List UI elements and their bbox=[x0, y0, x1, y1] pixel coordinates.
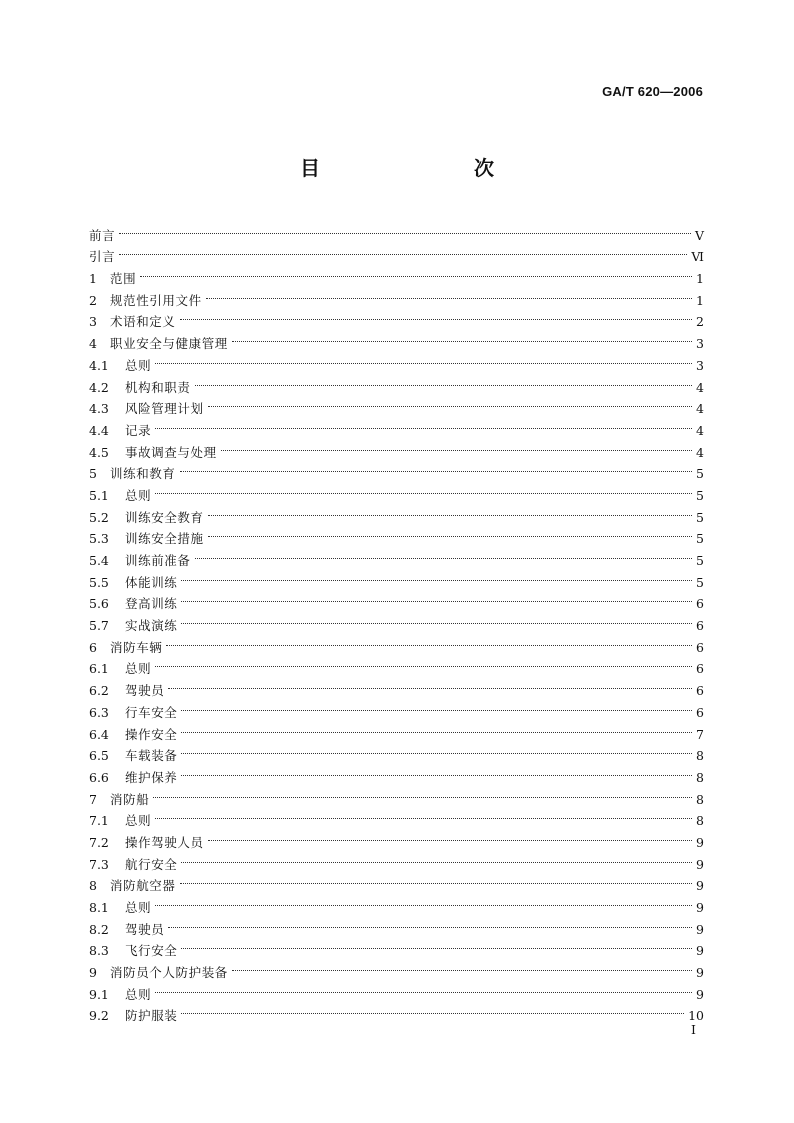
toc-entry-number: 2 bbox=[89, 292, 97, 308]
toc-entry-number: 8 bbox=[89, 878, 97, 894]
toc-dot-leader bbox=[195, 543, 692, 565]
toc-entry-label: 维护保养 bbox=[125, 769, 178, 785]
toc-dot-leader bbox=[119, 218, 691, 240]
toc-dot-leader bbox=[206, 283, 692, 305]
toc-entry-label: 实战演练 bbox=[125, 618, 178, 634]
toc-entry-label: 机构和职责 bbox=[125, 379, 191, 395]
toc-dot-leader bbox=[168, 673, 692, 695]
toc-entry-label: 总则 bbox=[125, 357, 152, 373]
toc-entry[interactable] bbox=[89, 587, 704, 612]
toc-entry-number: 6.3 bbox=[89, 704, 109, 720]
toc-entry-page: 5 bbox=[696, 487, 704, 503]
toc-entry-page: 8 bbox=[696, 748, 704, 764]
toc-entry-label: 消防员个人防护装备 bbox=[110, 965, 228, 981]
toc-entry[interactable] bbox=[89, 218, 704, 243]
toc-dot-leader bbox=[208, 392, 692, 414]
toc-entry-label: 总则 bbox=[125, 661, 152, 677]
standard-code: GA/T 620—2006 bbox=[602, 84, 703, 99]
toc-entry-number: 3 bbox=[89, 314, 97, 330]
toc-entry-label: 总则 bbox=[125, 900, 152, 915]
toc-entry-page: 3 bbox=[696, 336, 704, 352]
toc-entry-page: 4 bbox=[696, 444, 704, 460]
toc-entry-page: 9 bbox=[696, 900, 704, 915]
toc-entry-label: 事故调查与处理 bbox=[125, 444, 217, 460]
toc-dot-leader bbox=[181, 717, 692, 739]
toc-dot-leader bbox=[181, 999, 684, 1021]
toc-dot-leader bbox=[180, 869, 692, 891]
toc-entry[interactable] bbox=[89, 673, 704, 699]
toc-entry-number: 4.2 bbox=[89, 379, 109, 395]
toc-entry[interactable] bbox=[89, 326, 704, 352]
toc-entry[interactable] bbox=[89, 283, 704, 308]
toc-entry[interactable] bbox=[89, 847, 704, 872]
toc-entry-page: 9 bbox=[696, 921, 704, 937]
toc-entry-label: 行车安全 bbox=[125, 704, 178, 720]
toc-entry-label: 防护服装 bbox=[125, 1008, 178, 1024]
toc-entry-label: 消防船 bbox=[110, 791, 150, 807]
toc-entry[interactable] bbox=[89, 869, 704, 894]
toc-entry-page: 4 bbox=[696, 379, 704, 395]
toc-entry-number: 4.1 bbox=[89, 357, 109, 373]
toc-entry[interactable] bbox=[89, 348, 704, 373]
toc-entry-number: 6.6 bbox=[89, 769, 109, 785]
toc-entry[interactable] bbox=[89, 760, 704, 785]
toc-entry-page: 1 bbox=[696, 271, 704, 287]
toc-entry[interactable] bbox=[89, 435, 704, 460]
toc-entry-number: 6 bbox=[89, 639, 97, 655]
toc-entry-label: 训练和教育 bbox=[110, 466, 176, 482]
toc-entry-number: 4.3 bbox=[89, 401, 109, 417]
toc-entry-number: 7 bbox=[89, 791, 97, 807]
toc-entry-label: 记录 bbox=[125, 422, 152, 438]
toc-entry-number: 5.7 bbox=[89, 618, 109, 634]
toc-entry-label: 引言 bbox=[89, 249, 116, 265]
toc-entry[interactable] bbox=[89, 977, 704, 1002]
toc-dot-leader bbox=[232, 326, 692, 348]
toc-entry[interactable] bbox=[89, 413, 704, 438]
toc-entry-page: Ⅵ bbox=[691, 249, 704, 265]
toc-dot-leader bbox=[181, 847, 692, 869]
toc-entry-page: 5 bbox=[696, 574, 704, 590]
toc-entry-number: 6.4 bbox=[89, 726, 109, 742]
toc-dot-leader bbox=[155, 890, 692, 912]
toc-entry[interactable] bbox=[89, 739, 704, 764]
toc-entry[interactable] bbox=[89, 717, 704, 742]
toc-dot-leader bbox=[181, 934, 692, 956]
toc-entry-page: 6 bbox=[696, 618, 704, 634]
toc-entry-page: 5 bbox=[696, 531, 704, 547]
toc-entry[interactable] bbox=[89, 825, 704, 850]
toc-entry-number: 4.4 bbox=[89, 422, 109, 438]
toc-entry-number: 5 bbox=[89, 466, 97, 482]
toc-entry-label: 车载装备 bbox=[125, 748, 178, 764]
toc-entry[interactable] bbox=[89, 630, 704, 655]
toc-entry[interactable] bbox=[89, 608, 704, 634]
toc-entry-number: 5.1 bbox=[89, 487, 109, 503]
toc-dot-leader bbox=[168, 912, 692, 934]
toc-entry-number: 6.1 bbox=[89, 661, 109, 677]
toc-dot-leader bbox=[181, 739, 692, 761]
toc-entry-page: 1 bbox=[696, 292, 704, 308]
toc-entry-number: 9 bbox=[89, 965, 97, 981]
toc-entry-number: 9.2 bbox=[89, 1008, 109, 1024]
toc-entry-label: 前言 bbox=[89, 227, 116, 243]
toc-entry-number: 8.3 bbox=[89, 943, 109, 959]
toc-entry-number: 5.5 bbox=[89, 574, 109, 590]
toc-entry-page: 8 bbox=[696, 769, 704, 785]
toc-entry-label: 驾驶员 bbox=[125, 921, 165, 937]
toc-entry-page: 9 bbox=[696, 986, 704, 1002]
toc-entry-page: 2 bbox=[696, 314, 704, 330]
toc-entry[interactable] bbox=[89, 478, 704, 503]
toc-entry-number: 7.3 bbox=[89, 856, 109, 872]
toc-entry[interactable] bbox=[89, 804, 704, 829]
toc-entry[interactable] bbox=[89, 565, 704, 590]
toc-entry-label: 总则 bbox=[125, 487, 152, 503]
toc-entry-label: 体能训练 bbox=[125, 574, 178, 590]
table-of-contents bbox=[89, 218, 704, 1024]
toc-entry[interactable] bbox=[89, 695, 704, 720]
toc-entry-page: 3 bbox=[696, 357, 704, 373]
toc-dot-leader bbox=[208, 522, 692, 544]
toc-dot-leader bbox=[153, 782, 692, 804]
toc-entry-page: V bbox=[694, 227, 704, 243]
toc-entry-label: 消防航空器 bbox=[110, 878, 176, 894]
toc-entry-page: 9 bbox=[696, 965, 704, 981]
toc-entry-page: 5 bbox=[696, 553, 704, 568]
toc-dot-leader bbox=[180, 457, 692, 479]
toc-entry-number: 6.5 bbox=[89, 748, 109, 764]
toc-entry-label: 操作驾驶人员 bbox=[125, 834, 204, 850]
toc-entry-label: 驾驶员 bbox=[125, 683, 165, 699]
toc-entry[interactable] bbox=[89, 912, 704, 937]
toc-entry-number: 7.2 bbox=[89, 834, 109, 850]
toc-entry-page: 10 bbox=[688, 1008, 704, 1024]
toc-entry-number: 5.3 bbox=[89, 531, 109, 547]
toc-dot-leader bbox=[155, 977, 692, 999]
toc-dot-leader bbox=[208, 500, 692, 522]
toc-entry[interactable] bbox=[89, 955, 704, 981]
toc-dot-leader bbox=[221, 435, 692, 457]
toc-entry-number: 9.1 bbox=[89, 986, 109, 1002]
toc-entry-page: 9 bbox=[696, 878, 704, 894]
toc-entry-page: 6 bbox=[696, 704, 704, 720]
toc-dot-leader bbox=[181, 587, 692, 609]
toc-entry-page: 4 bbox=[696, 401, 704, 417]
toc-dot-leader bbox=[155, 478, 692, 500]
toc-dot-leader bbox=[140, 261, 692, 283]
toc-entry-label: 总则 bbox=[125, 813, 152, 829]
toc-entry-label: 消防车辆 bbox=[110, 639, 163, 655]
toc-entry-number: 6.2 bbox=[89, 683, 109, 699]
toc-entry-number: 8.2 bbox=[89, 921, 109, 937]
toc-entry-number: 5.6 bbox=[89, 596, 109, 612]
page-title: 目 次 bbox=[300, 156, 532, 180]
toc-entry-number: 8.1 bbox=[89, 900, 109, 915]
toc-entry-number: 4 bbox=[89, 336, 97, 352]
toc-entry-label: 训练前准备 bbox=[125, 553, 191, 568]
toc-dot-leader bbox=[155, 804, 692, 826]
toc-entry-page: 5 bbox=[696, 509, 704, 525]
toc-entry-label: 训练安全教育 bbox=[125, 509, 204, 525]
toc-entry-label: 职业安全与健康管理 bbox=[110, 336, 228, 352]
toc-entry[interactable] bbox=[89, 500, 704, 525]
toc-entry[interactable] bbox=[89, 999, 704, 1024]
toc-dot-leader bbox=[155, 413, 692, 435]
toc-entry[interactable] bbox=[89, 370, 704, 395]
toc-dot-leader bbox=[181, 760, 692, 782]
toc-entry-number: 4.5 bbox=[89, 444, 109, 460]
toc-entry[interactable] bbox=[89, 782, 704, 807]
toc-entry-label: 术语和定义 bbox=[110, 314, 176, 330]
toc-entry-number: 5.4 bbox=[89, 553, 109, 568]
toc-entry-page: 8 bbox=[696, 813, 704, 829]
toc-entry-label: 总则 bbox=[125, 986, 152, 1002]
toc-dot-leader bbox=[155, 652, 692, 674]
toc-entry[interactable] bbox=[89, 457, 704, 482]
toc-entry-page: 9 bbox=[696, 834, 704, 850]
toc-entry[interactable] bbox=[89, 934, 704, 959]
toc-dot-leader bbox=[181, 695, 692, 717]
toc-dot-leader bbox=[181, 565, 692, 587]
toc-entry-page: 5 bbox=[696, 466, 704, 482]
toc-dot-leader bbox=[155, 348, 692, 370]
toc-entry-number: 7.1 bbox=[89, 813, 109, 829]
toc-dot-leader bbox=[232, 955, 692, 977]
toc-entry-number: 1 bbox=[89, 271, 97, 287]
toc-dot-leader bbox=[181, 608, 692, 630]
toc-entry[interactable] bbox=[89, 261, 704, 287]
toc-entry[interactable] bbox=[89, 240, 704, 265]
toc-entry-label: 操作安全 bbox=[125, 726, 178, 742]
toc-entry-page: 6 bbox=[696, 639, 704, 655]
toc-entry-page: 6 bbox=[696, 661, 704, 677]
toc-entry[interactable] bbox=[89, 652, 704, 677]
toc-entry[interactable] bbox=[89, 305, 704, 330]
toc-entry-page: 7 bbox=[696, 726, 704, 742]
toc-dot-leader bbox=[166, 630, 692, 652]
toc-entry-page: 4 bbox=[696, 422, 704, 438]
toc-dot-leader bbox=[119, 240, 687, 262]
toc-entry-label: 登高训练 bbox=[125, 596, 178, 612]
toc-entry-number: 5.2 bbox=[89, 509, 109, 525]
toc-entry-page: 9 bbox=[696, 943, 704, 959]
toc-entry-label: 训练安全措施 bbox=[125, 531, 204, 547]
toc-dot-leader bbox=[195, 370, 692, 392]
page-number: I bbox=[691, 1022, 696, 1037]
toc-entry-page: 8 bbox=[696, 791, 704, 807]
toc-entry-label: 范围 bbox=[110, 271, 137, 287]
toc-entry-page: 6 bbox=[696, 596, 704, 612]
toc-entry-label: 规范性引用文件 bbox=[110, 292, 202, 308]
toc-entry[interactable] bbox=[89, 890, 704, 915]
toc-entry-label: 风险管理计划 bbox=[125, 401, 204, 417]
toc-entry-page: 9 bbox=[696, 856, 704, 872]
toc-entry-page: 6 bbox=[696, 683, 704, 699]
toc-entry-label: 飞行安全 bbox=[125, 943, 178, 959]
toc-entry-label: 航行安全 bbox=[125, 856, 178, 872]
toc-dot-leader bbox=[208, 825, 692, 847]
toc-dot-leader bbox=[180, 305, 692, 327]
